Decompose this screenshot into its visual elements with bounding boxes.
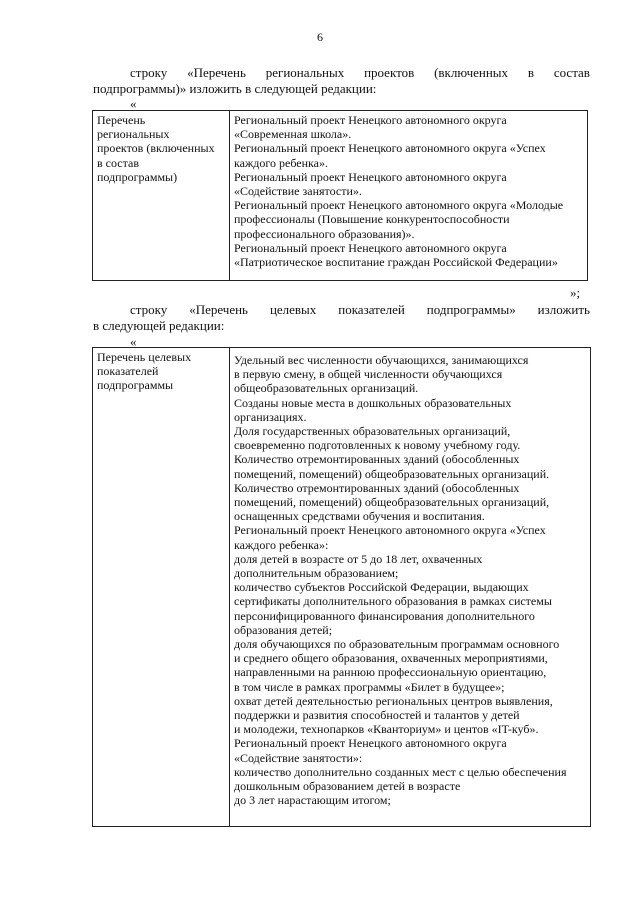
- cell-line: региональных: [97, 127, 170, 142]
- table-left-cell: [93, 111, 230, 281]
- cell-line: направленными на раннюю профессиональную ориентацию,: [234, 665, 547, 680]
- cell-line: образования детей;: [234, 622, 333, 637]
- cell-line: каждого ребенка».: [234, 155, 328, 170]
- cell-line: сертификаты дополнительного образования в рамках системы: [234, 594, 552, 609]
- cell-line: и молодежи, технопарков «Кванториум» и центов «IT-куб».: [234, 722, 539, 737]
- section1-close-quote: »;: [570, 285, 581, 300]
- cell-line: «Современная школа».: [234, 127, 352, 142]
- cell-line: в том числе в рамках программы «Билет в будущее»;: [234, 679, 505, 694]
- cell-line: Перечень: [97, 113, 146, 127]
- word: показателей: [338, 302, 405, 317]
- cell-line: Количество отремонтированных зданий (обособленных: [234, 480, 520, 495]
- cell-line: доля детей в возрасте от 5 до 18 лет, охваченных: [234, 551, 483, 566]
- word: состав: [553, 65, 590, 80]
- section1-open-quote: «: [130, 96, 137, 111]
- cell-line: Региональный проект Ненецкого автономного округа: [234, 736, 507, 751]
- table-row: [93, 348, 591, 827]
- cell-line: доля обучающихся по образовательным программам основного: [234, 637, 560, 652]
- cell-line: Удельный вес численности обучающихся, занимающихся: [234, 353, 529, 367]
- cell-line: Количество отремонтированных зданий (обособленных: [234, 452, 520, 467]
- word: подпрограммы»: [426, 302, 516, 317]
- cell-line: профессионального образования)».: [234, 226, 415, 241]
- section2-intro-line2: в следующей редакции:: [93, 318, 225, 333]
- cell-line: Региональный проект Ненецкого автономного округа «Успех: [234, 523, 546, 538]
- word: целевых: [269, 302, 317, 317]
- cell-line: проектов (включенных: [97, 141, 215, 156]
- cell-line: «Патриотическое воспитание граждан Российской Федерации»: [234, 255, 558, 270]
- cell-line: Перечень целевых: [97, 350, 192, 364]
- table-right-cell: [230, 348, 591, 827]
- cell-line: персонифицированного финансирования дополнительного: [234, 608, 535, 623]
- cell-line: «Содействие занятости».: [234, 184, 362, 199]
- cell-line: количество субъектов Российской Федерации, выдающих: [234, 580, 529, 595]
- cell-line: каждого ребенка»:: [234, 537, 329, 552]
- cell-line: и среднего общего образования, охваченных мероприятиями,: [234, 651, 548, 666]
- cell-line: в состав: [97, 155, 139, 170]
- section2-open-quote: «: [130, 334, 137, 349]
- cell-line: помещений, помещений) общеобразовательных организаций.: [234, 466, 550, 481]
- cell-line: помещений, помещений) общеобразовательных организаций,: [234, 495, 550, 510]
- cell-line: Региональный проект Ненецкого автономного округа: [234, 240, 507, 255]
- cell-line: организациях.: [234, 409, 307, 424]
- section2-intro-line1: [130, 302, 590, 317]
- regional-projects-table: [92, 110, 588, 281]
- word: «Перечень: [187, 65, 246, 80]
- cell-line: Региональный проект Ненецкого автономного округа: [234, 169, 507, 184]
- cell-line: профессионалы (Повышение конкурентоспособности: [234, 212, 510, 227]
- cell-line: дошкольным образованием детей в возрасте: [234, 779, 461, 794]
- cell-line: подпрограммы: [97, 378, 174, 393]
- word: строку: [130, 302, 168, 317]
- word: в: [527, 65, 534, 80]
- word: (включенных: [434, 65, 509, 80]
- word: изложить: [537, 302, 590, 317]
- cell-line: своевременно подготовленных к новому учебному году.: [234, 438, 521, 453]
- word: проектов: [364, 65, 415, 80]
- section1-intro-line1: [130, 65, 590, 80]
- table-right-cell: [230, 111, 588, 281]
- target-indicators-table: [92, 347, 591, 827]
- table-left-cell: [93, 348, 230, 827]
- word: «Перечень: [189, 302, 248, 317]
- cell-line: Региональный проект Ненецкого автономного округа «Молодые: [234, 198, 564, 213]
- cell-line: количество дополнительно созданных мест с целью обеспечения: [234, 764, 567, 779]
- cell-line: оснащенных средствами обучения и воспитания.: [234, 509, 485, 524]
- cell-line: дополнительным образованием;: [234, 566, 399, 581]
- cell-line: Созданы новые места в дошкольных образовательных: [234, 395, 512, 410]
- cell-line: охват детей деятельностью региональных центров выявления,: [234, 693, 553, 708]
- table-row: [93, 111, 588, 281]
- page-number: 6: [317, 30, 323, 44]
- word: региональных: [265, 65, 345, 80]
- cell-line: в первую смену, в общей численности обучающихся: [234, 367, 503, 382]
- cell-line: Доля государственных образовательных организаций,: [234, 424, 511, 439]
- word: строку: [130, 65, 168, 80]
- cell-line: показателей: [97, 364, 159, 379]
- cell-line: подпрограммы): [97, 169, 178, 184]
- cell-line: «Содействие занятости»:: [234, 750, 363, 765]
- cell-line: Региональный проект Ненецкого автономного округа: [234, 113, 507, 127]
- cell-line: до 3 лет нарастающим итогом;: [234, 793, 391, 808]
- cell-line: Региональный проект Ненецкого автономного округа «Успех: [234, 141, 546, 156]
- section1-intro-line2: подпрограммы)» изложить в следующей редакции:: [93, 81, 377, 96]
- cell-line: поддержки и развития способностей и талантов у детей: [234, 708, 520, 723]
- cell-line: общеобразовательных организаций.: [234, 381, 419, 396]
